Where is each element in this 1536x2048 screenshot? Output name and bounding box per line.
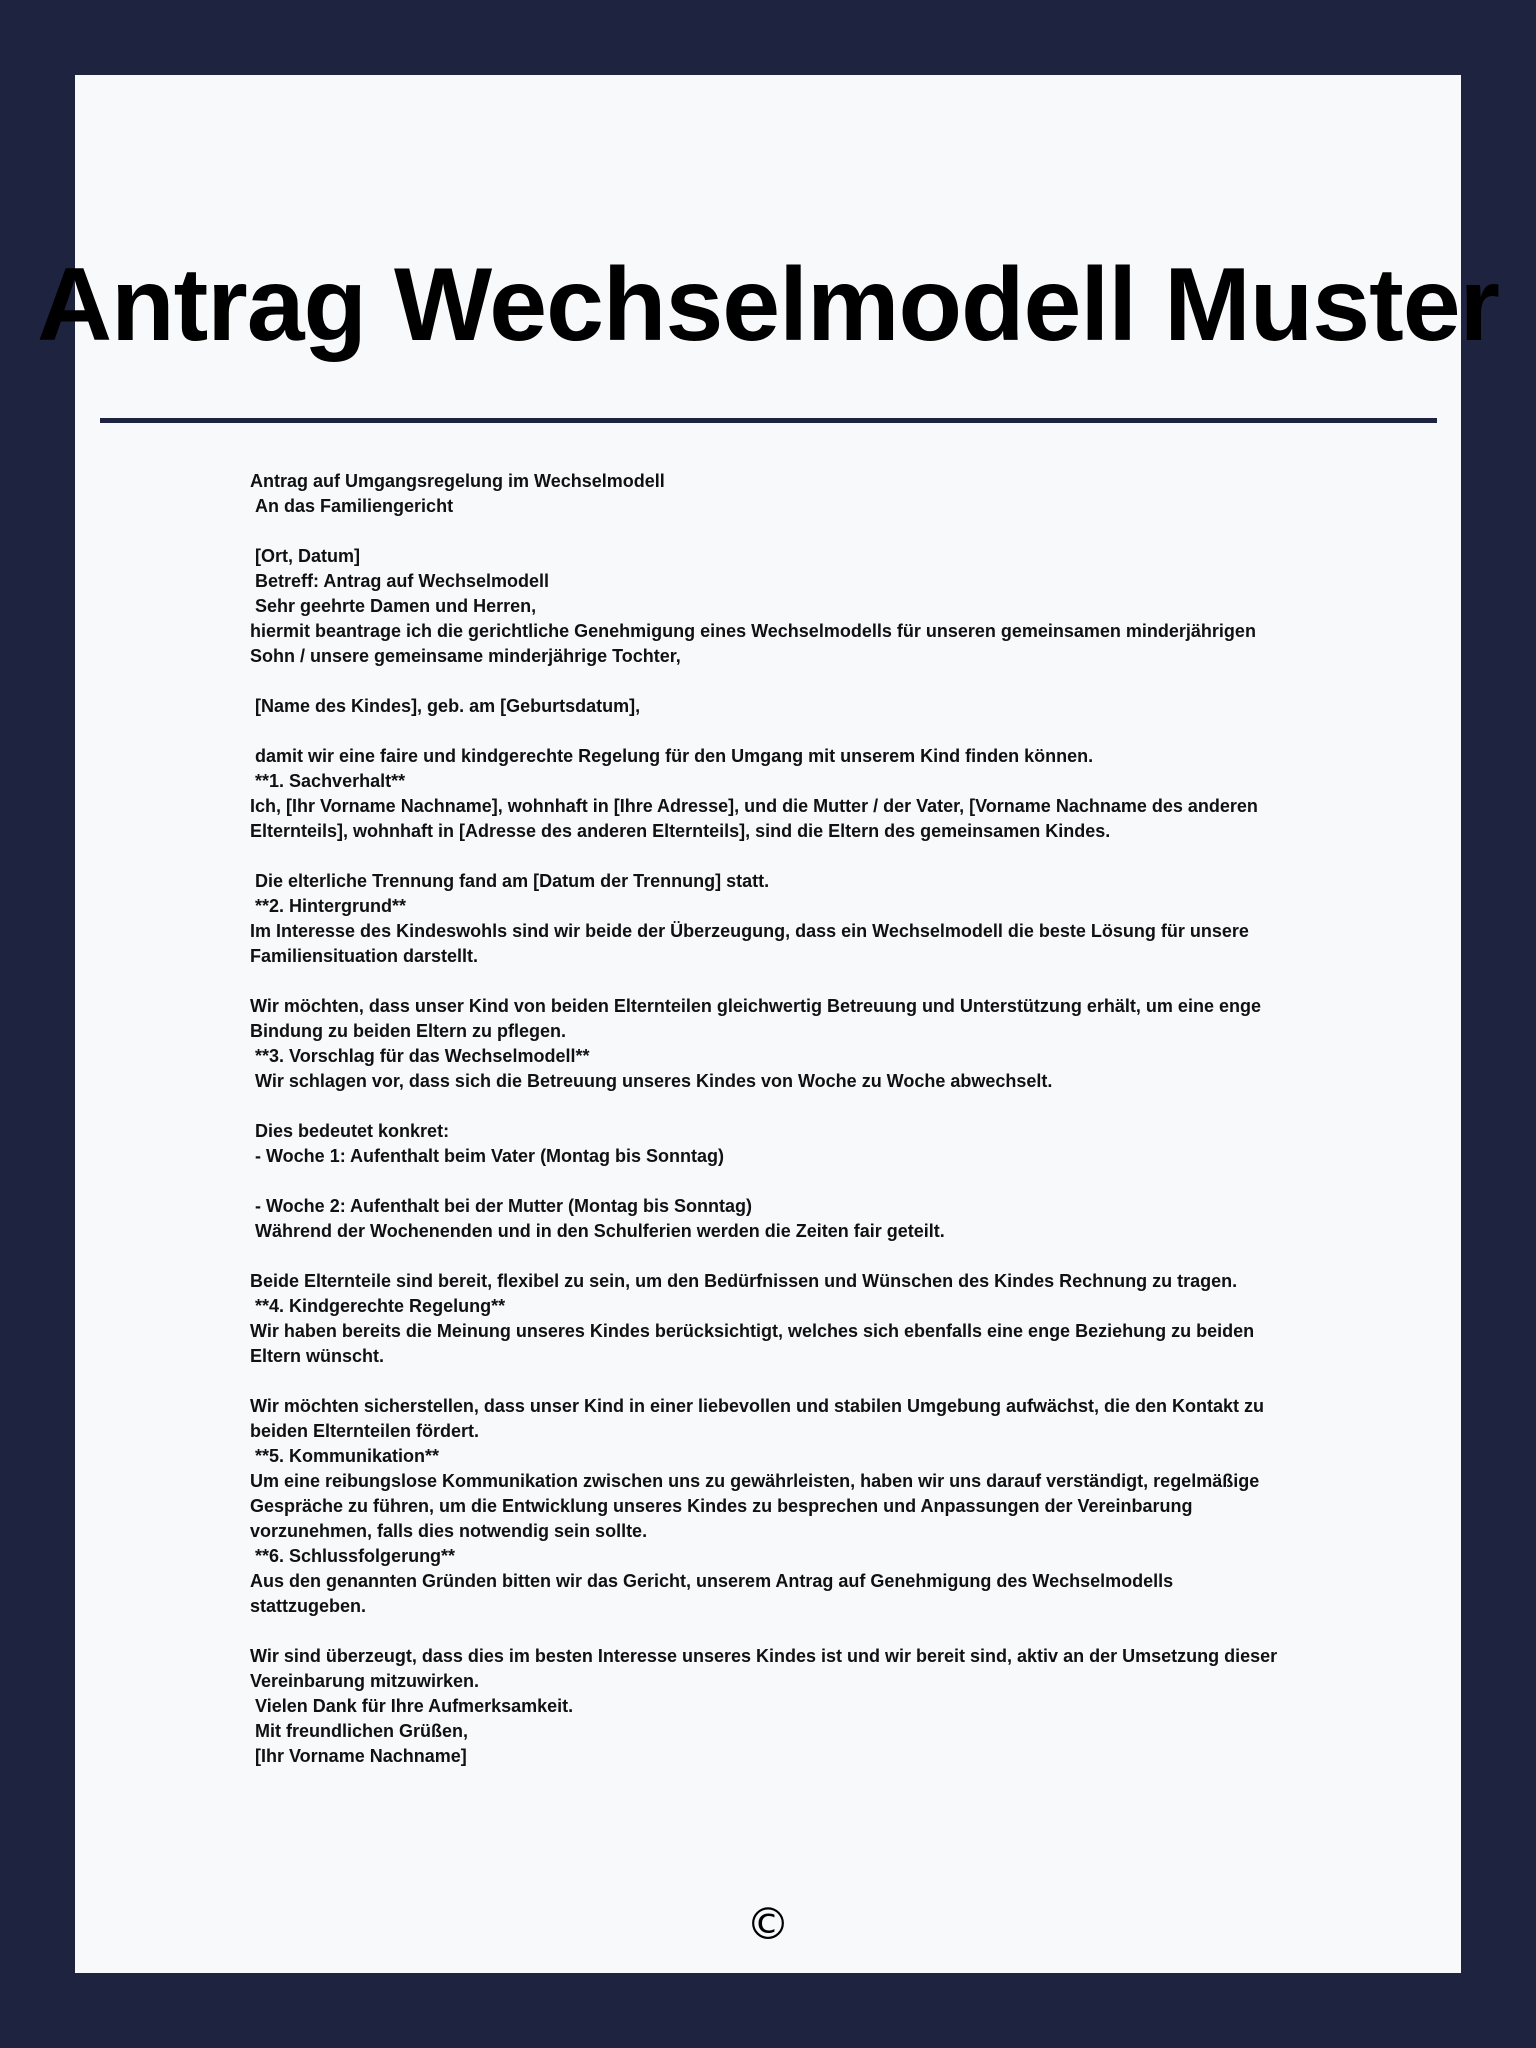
text-line: Wir möchten sicherstellen, dass unser Kind in einer liebevollen und stabilen Umgebung aufwächst, die den Kontakt zu beiden Elternteilen fördert.	[250, 1396, 1270, 1441]
text-line: Wir möchten, dass unser Kind von beiden Elternteilen gleichwertig Betreuung und Unterstützung erhält, um eine enge Bindung zu beiden Eltern zu pflegen.	[250, 996, 1266, 1041]
text-line: Während der Wochenenden und in den Schulferien werden die Zeiten fair geteilt.	[250, 1221, 945, 1241]
text-line: An das Familiengericht	[250, 496, 454, 516]
title-divider	[100, 418, 1437, 423]
section-heading: **1. Sachverhalt**	[250, 771, 406, 791]
blank-line	[250, 719, 1290, 744]
blank-line	[250, 519, 1290, 544]
text-line: Ich, [Ihr Vorname Nachname], wohnhaft in [Ihre Adresse], und die Mutter / der Vater, [Vorname Nachname des anderen Elternteils], wohnhaft in [Adresse des anderen Elternteils], sind die Eltern des gemeinsamen Kindes.	[250, 796, 1263, 841]
section-heading: **4. Kindgerechte Regelung**	[250, 1296, 506, 1316]
list-item: - Woche 2: Aufenthalt bei der Mutter (Montag bis Sonntag)	[250, 1196, 753, 1216]
text-line: Wir sind überzeugt, dass dies im besten Interesse unseres Kindes ist und wir bereit sind, aktiv an der Umsetzung dieser Vereinbarung mitzuwirken.	[250, 1646, 1283, 1691]
text-line: hiermit beantrage ich die gerichtliche Genehmigung eines Wechselmodells für unseren gemeinsamen minderjährigen Sohn / unsere gemeinsame minderjährige Tochter,	[250, 621, 1261, 666]
list-item: - Woche 1: Aufenthalt beim Vater (Montag bis Sonntag)	[250, 1146, 725, 1166]
text-line: Wir schlagen vor, dass sich die Betreuung unseres Kindes von Woche zu Woche abwechselt.	[250, 1071, 1053, 1091]
signature-line: [Ihr Vorname Nachname]	[250, 1746, 467, 1766]
blank-line	[250, 1369, 1290, 1394]
blank-line	[250, 1169, 1290, 1194]
text-line: Um eine reibungslose Kommunikation zwischen uns zu gewährleisten, haben wir uns darauf verständigt, regelmäßige Gespräche zu führen, um die Entwicklung unseres Kindes zu besprechen und Anpassungen der Vereinbarung vorzunehmen, falls dies notwendig sein sollte.	[250, 1471, 1265, 1541]
text-line: Beide Elternteile sind bereit, flexibel zu sein, um den Bedürfnissen und Wünschen des Kindes Rechnung zu tragen.	[250, 1271, 1238, 1291]
text-line: Die elterliche Trennung fand am [Datum der Trennung] statt.	[250, 871, 770, 891]
section-heading: **2. Hintergrund**	[250, 896, 407, 916]
text-line: Sehr geehrte Damen und Herren,	[250, 596, 537, 616]
blank-line	[250, 1619, 1290, 1644]
blank-line	[250, 844, 1290, 869]
blank-line	[250, 669, 1290, 694]
copyright-icon: ©	[746, 1899, 790, 1950]
section-heading: **5. Kommunikation**	[250, 1446, 440, 1466]
text-line: damit wir eine faire und kindgerechte Regelung für den Umgang mit unserem Kind finden können.	[250, 746, 1094, 766]
letter-body	[250, 469, 1290, 1769]
blank-line	[250, 1094, 1290, 1119]
text-line: Betreff: Antrag auf Wechselmodell	[250, 571, 550, 591]
text-line: Aus den genannten Gründen bitten wir das Gericht, unserem Antrag auf Genehmigung des Wechselmodells stattzugeben.	[250, 1571, 1179, 1616]
text-line: Mit freundlichen Grüßen,	[250, 1721, 469, 1741]
text-line: Im Interesse des Kindeswohls sind wir beide der Überzeugung, dass ein Wechselmodell die beste Lösung für unsere Familiensituation darstellt.	[250, 921, 1254, 966]
text-line: [Name des Kindes], geb. am [Geburtsdatum],	[250, 696, 641, 716]
text-line: Vielen Dank für Ihre Aufmerksamkeit.	[250, 1696, 574, 1716]
text-line: Dies bedeutet konkret:	[250, 1121, 450, 1141]
text-line: [Ort, Datum]	[250, 546, 361, 566]
text-line: Antrag auf Umgangsregelung im Wechselmodell	[250, 471, 665, 491]
section-heading: **6. Schlussfolgerung**	[250, 1546, 456, 1566]
text-line: Wir haben bereits die Meinung unseres Kindes berücksichtigt, welches sich ebenfalls eine enge Beziehung zu beiden Eltern wünscht.	[250, 1321, 1260, 1366]
blank-line	[250, 1244, 1290, 1269]
blank-line	[250, 969, 1290, 994]
section-heading: **3. Vorschlag für das Wechselmodell**	[250, 1046, 590, 1066]
page-title: Antrag Wechselmodell Muster	[36, 247, 1500, 363]
